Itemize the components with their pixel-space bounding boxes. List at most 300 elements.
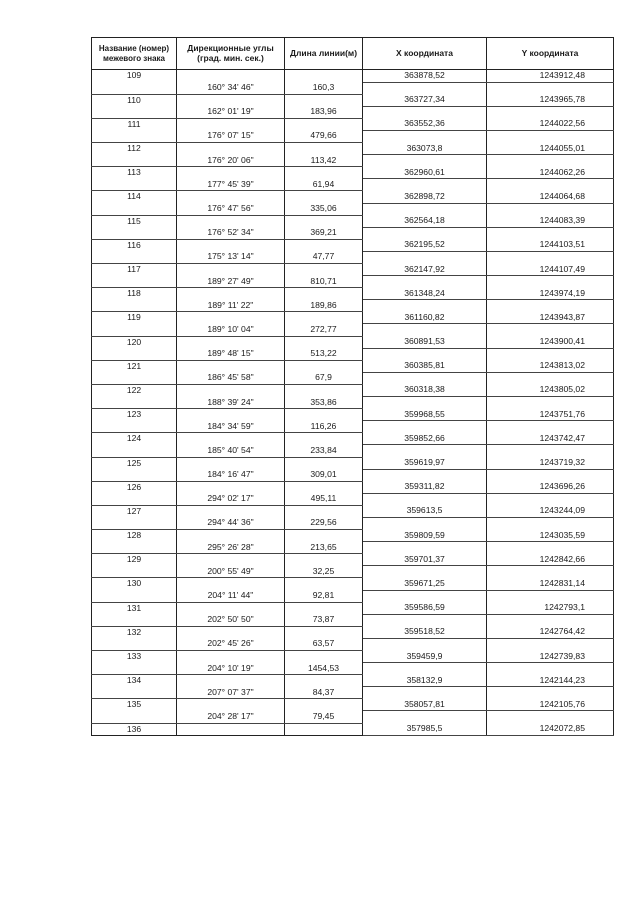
y-coordinate: 1242739,83 — [487, 651, 614, 663]
table-row-segment — [92, 82, 614, 94]
direction-angle: 162° 01' 19" — [177, 106, 285, 118]
length-cell — [285, 143, 363, 155]
line-length: 213,65 — [285, 542, 363, 554]
line-length: 189,86 — [285, 300, 363, 312]
direction-angle: 294° 02' 17" — [177, 493, 285, 505]
y-cell — [487, 445, 614, 457]
direction-angle: 204° 28' 17" — [177, 711, 285, 723]
table-row-point — [92, 360, 614, 372]
direction-angle: 176° 52' 34" — [177, 227, 285, 239]
length-cell — [285, 409, 363, 421]
y-coordinate: 1242793,1 — [487, 602, 614, 614]
table-header — [92, 38, 614, 70]
y-cell — [487, 203, 614, 215]
y-coordinate: 1243974,19 — [487, 288, 614, 300]
direction-angle: 160° 34' 46" — [177, 82, 285, 94]
y-coordinate: 1243035,59 — [487, 530, 614, 542]
angle-cell — [177, 360, 285, 372]
y-coordinate: 1243813,02 — [487, 360, 614, 372]
y-cell — [487, 130, 614, 142]
length-cell — [285, 215, 363, 227]
name-cell — [92, 203, 177, 215]
table-row-segment — [92, 590, 614, 602]
x-coordinate: 359852,66 — [363, 433, 487, 445]
table-row-segment — [92, 227, 614, 239]
name-cell — [92, 227, 177, 239]
point-name: 133 — [92, 651, 177, 663]
name-cell — [92, 251, 177, 263]
direction-angle: 175° 13' 14" — [177, 251, 285, 263]
point-name: 123 — [92, 409, 177, 421]
x-coordinate: 362564,18 — [363, 215, 487, 227]
line-length: 272,77 — [285, 324, 363, 336]
line-length: 1454,53 — [285, 663, 363, 675]
direction-angle: 176° 47' 56" — [177, 203, 285, 215]
table-row-segment — [92, 638, 614, 650]
name-cell — [92, 590, 177, 602]
point-name: 124 — [92, 433, 177, 445]
y-coordinate: 1244064,68 — [487, 191, 614, 203]
y-coordinate: 1242105,76 — [487, 699, 614, 711]
angle-cell — [177, 70, 285, 83]
line-length: 335,06 — [285, 203, 363, 215]
table-row-segment — [92, 663, 614, 675]
x-cell — [363, 348, 487, 360]
x-cell — [363, 251, 487, 263]
length-cell — [285, 360, 363, 372]
table-row-point — [92, 578, 614, 590]
direction-angle: 177° 45' 39" — [177, 179, 285, 191]
length-cell — [285, 723, 363, 736]
angle-cell — [177, 191, 285, 203]
name-cell — [92, 542, 177, 554]
line-length: 79,45 — [285, 711, 363, 723]
y-cell — [487, 251, 614, 263]
direction-angle: 188° 39' 24" — [177, 397, 285, 409]
y-cell — [487, 179, 614, 191]
angle-cell — [177, 675, 285, 687]
length-cell — [285, 264, 363, 276]
point-name: 129 — [92, 554, 177, 566]
point-name: 114 — [92, 191, 177, 203]
line-length: 116,26 — [285, 421, 363, 433]
y-cell — [487, 421, 614, 433]
point-name: 110 — [92, 94, 177, 106]
x-coordinate: 359613,5 — [363, 505, 487, 517]
length-cell — [285, 626, 363, 638]
length-cell — [285, 651, 363, 663]
angle-cell — [177, 336, 285, 348]
line-length: 183,96 — [285, 106, 363, 118]
angle-cell — [177, 699, 285, 711]
name-cell — [92, 687, 177, 699]
name-cell — [92, 82, 177, 94]
x-coordinate: 358057,81 — [363, 699, 487, 711]
table-row-segment — [92, 469, 614, 481]
x-cell — [363, 106, 487, 118]
y-coordinate: 1243912,48 — [487, 70, 614, 83]
y-coordinate: 1242144,23 — [487, 675, 614, 687]
direction-angle: 207° 07' 37" — [177, 687, 285, 699]
table-row-segment — [92, 179, 614, 191]
angle-cell — [177, 481, 285, 493]
length-cell — [285, 239, 363, 251]
y-cell — [487, 82, 614, 94]
direction-angle: 176° 07' 15" — [177, 130, 285, 142]
x-cell — [363, 227, 487, 239]
x-coordinate: 359311,82 — [363, 481, 487, 493]
y-coordinate: 1244083,39 — [487, 215, 614, 227]
angle-cell — [177, 312, 285, 324]
table-row-point — [92, 70, 614, 83]
table-row-segment — [92, 348, 614, 360]
point-name: 127 — [92, 505, 177, 517]
y-coordinate: 1243719,32 — [487, 457, 614, 469]
line-length: 32,25 — [285, 566, 363, 578]
x-cell — [363, 155, 487, 167]
angle-cell — [177, 505, 285, 517]
length-cell — [285, 384, 363, 396]
length-cell — [285, 530, 363, 542]
header-angles: Дирекционные углы (град. мин. сек.) — [177, 38, 285, 70]
angle-cell — [177, 433, 285, 445]
direction-angle: 202° 45' 26" — [177, 638, 285, 650]
name-cell — [92, 397, 177, 409]
y-cell — [487, 711, 614, 723]
line-length: 113,42 — [285, 155, 363, 167]
table-row-point — [92, 94, 614, 106]
point-name: 132 — [92, 626, 177, 638]
y-coordinate: 1243965,78 — [487, 94, 614, 106]
direction-angle: 294° 44' 36" — [177, 517, 285, 529]
length-cell — [285, 602, 363, 614]
line-length: 495,11 — [285, 493, 363, 505]
name-cell — [92, 421, 177, 433]
point-name: 113 — [92, 167, 177, 179]
y-coordinate: 1244062,26 — [487, 167, 614, 179]
table-row-point — [92, 336, 614, 348]
x-cell — [363, 711, 487, 723]
x-coordinate: 361160,82 — [363, 312, 487, 324]
line-length: 353,86 — [285, 397, 363, 409]
table-row-segment — [92, 106, 614, 118]
length-cell — [285, 70, 363, 83]
y-coordinate: 1243742,47 — [487, 433, 614, 445]
name-cell — [92, 445, 177, 457]
point-name: 119 — [92, 312, 177, 324]
x-cell — [363, 493, 487, 505]
direction-angle: 189° 48' 15" — [177, 348, 285, 360]
table-row-point — [92, 264, 614, 276]
table-row-segment — [92, 517, 614, 529]
point-name: 122 — [92, 384, 177, 396]
table-row-point — [92, 143, 614, 155]
x-cell — [363, 276, 487, 288]
angle-cell — [177, 215, 285, 227]
x-coordinate: 363552,36 — [363, 118, 487, 130]
name-cell — [92, 614, 177, 626]
angle-cell — [177, 578, 285, 590]
line-length: 63,57 — [285, 638, 363, 650]
table-row-segment — [92, 155, 614, 167]
y-cell — [487, 663, 614, 675]
table-row-segment — [92, 566, 614, 578]
y-cell — [487, 227, 614, 239]
table-row-point — [92, 626, 614, 638]
table-row-point — [92, 239, 614, 251]
table-row-segment — [92, 687, 614, 699]
x-cell — [363, 566, 487, 578]
angle-cell — [177, 554, 285, 566]
angle-cell — [177, 409, 285, 421]
name-cell — [92, 179, 177, 191]
x-coordinate: 359619,97 — [363, 457, 487, 469]
line-length: 92,81 — [285, 590, 363, 602]
table-row-segment — [92, 421, 614, 433]
table-row-segment — [92, 614, 614, 626]
coordinates-sheet — [91, 37, 613, 736]
y-cell — [487, 324, 614, 336]
x-cell — [363, 663, 487, 675]
header-name: Название (номер) межевого знака — [92, 38, 177, 70]
y-cell — [487, 638, 614, 650]
y-coordinate: 1243805,02 — [487, 384, 614, 396]
y-coordinate: 1244055,01 — [487, 143, 614, 155]
table-row-segment — [92, 300, 614, 312]
name-cell — [92, 324, 177, 336]
line-length: 47,77 — [285, 251, 363, 263]
name-cell — [92, 130, 177, 142]
point-name: 131 — [92, 602, 177, 614]
x-coordinate: 359701,37 — [363, 554, 487, 566]
point-name: 120 — [92, 336, 177, 348]
table-row-segment — [92, 251, 614, 263]
x-cell — [363, 300, 487, 312]
y-cell — [487, 590, 614, 602]
y-cell — [487, 469, 614, 481]
direction-angle: 189° 11' 22" — [177, 300, 285, 312]
point-name: 135 — [92, 699, 177, 711]
line-length: 369,21 — [285, 227, 363, 239]
x-cell — [363, 445, 487, 457]
name-cell — [92, 469, 177, 481]
line-length: 229,56 — [285, 517, 363, 529]
line-length: 513,22 — [285, 348, 363, 360]
point-name: 134 — [92, 675, 177, 687]
x-coordinate: 360318,38 — [363, 384, 487, 396]
x-coordinate: 359968,55 — [363, 409, 487, 421]
direction-angle: 202° 50' 50" — [177, 614, 285, 626]
x-coordinate: 361348,24 — [363, 288, 487, 300]
angle-cell — [177, 143, 285, 155]
length-cell — [285, 699, 363, 711]
point-name: 121 — [92, 360, 177, 372]
table-row-point — [92, 651, 614, 663]
x-coordinate: 360385,81 — [363, 360, 487, 372]
x-cell — [363, 82, 487, 94]
table-row-point — [92, 312, 614, 324]
name-cell — [92, 372, 177, 384]
line-length: 61,94 — [285, 179, 363, 191]
y-coordinate: 1243751,76 — [487, 409, 614, 421]
x-coordinate: 363878,52 — [363, 70, 487, 83]
x-coordinate: 359671,25 — [363, 578, 487, 590]
x-coordinate: 363727,34 — [363, 94, 487, 106]
y-cell — [487, 155, 614, 167]
name-cell — [92, 155, 177, 167]
length-cell — [285, 336, 363, 348]
x-cell — [363, 638, 487, 650]
y-coordinate: 1244022,56 — [487, 118, 614, 130]
x-cell — [363, 421, 487, 433]
angle-cell — [177, 651, 285, 663]
x-cell — [363, 590, 487, 602]
table-row-point — [92, 433, 614, 445]
table-row-point — [92, 505, 614, 517]
name-cell — [92, 276, 177, 288]
point-name: 125 — [92, 457, 177, 469]
table-row-segment — [92, 542, 614, 554]
y-coordinate: 1243696,26 — [487, 481, 614, 493]
y-coordinate: 1243244,09 — [487, 505, 614, 517]
x-cell — [363, 203, 487, 215]
x-cell — [363, 542, 487, 554]
name-cell — [92, 106, 177, 118]
table-row-point — [92, 191, 614, 203]
y-cell — [487, 687, 614, 699]
y-cell — [487, 614, 614, 626]
header-y: Y координата — [487, 38, 614, 70]
x-coordinate: 362147,92 — [363, 264, 487, 276]
x-coordinate: 359459,9 — [363, 651, 487, 663]
direction-angle: 189° 27' 49" — [177, 276, 285, 288]
y-cell — [487, 397, 614, 409]
x-cell — [363, 517, 487, 529]
x-coordinate: 363073,8 — [363, 143, 487, 155]
point-name: 136 — [92, 723, 177, 736]
y-cell — [487, 542, 614, 554]
table-row-point — [92, 288, 614, 300]
x-coordinate: 359586,59 — [363, 602, 487, 614]
angle-cell — [177, 288, 285, 300]
name-cell — [92, 638, 177, 650]
x-cell — [363, 324, 487, 336]
table-row-segment — [92, 324, 614, 336]
point-name: 109 — [92, 70, 177, 83]
point-name: 128 — [92, 530, 177, 542]
angle-cell — [177, 530, 285, 542]
x-coordinate: 359518,52 — [363, 626, 487, 638]
table-body — [92, 70, 614, 736]
direction-angle: 189° 10' 04" — [177, 324, 285, 336]
line-length: 233,84 — [285, 445, 363, 457]
table-row-segment — [92, 130, 614, 142]
x-coordinate: 362195,52 — [363, 239, 487, 251]
x-cell — [363, 614, 487, 626]
table-row-segment — [92, 445, 614, 457]
y-cell — [487, 566, 614, 578]
name-cell — [92, 348, 177, 360]
direction-angle: 176° 20' 06" — [177, 155, 285, 167]
table-row-point — [92, 699, 614, 711]
y-cell — [487, 276, 614, 288]
x-cell — [363, 469, 487, 481]
line-length: 479,66 — [285, 130, 363, 142]
angle-cell — [177, 94, 285, 106]
angle-cell — [177, 239, 285, 251]
line-length: 67,9 — [285, 372, 363, 384]
angle-cell — [177, 626, 285, 638]
y-cell — [487, 372, 614, 384]
x-coordinate: 362898,72 — [363, 191, 487, 203]
direction-angle: 200° 55' 49" — [177, 566, 285, 578]
y-coordinate: 1242072,85 — [487, 723, 614, 736]
x-coordinate: 362960,61 — [363, 167, 487, 179]
table-row-point — [92, 481, 614, 493]
point-name: 118 — [92, 288, 177, 300]
table-row-point — [92, 457, 614, 469]
x-coordinate: 359809,59 — [363, 530, 487, 542]
x-coordinate: 358132,9 — [363, 675, 487, 687]
table-row-point — [92, 675, 614, 687]
x-cell — [363, 130, 487, 142]
x-cell — [363, 179, 487, 191]
point-name: 130 — [92, 578, 177, 590]
name-cell — [92, 517, 177, 529]
angle-cell — [177, 602, 285, 614]
table-row-point — [92, 723, 614, 736]
table-row-segment — [92, 711, 614, 723]
length-cell — [285, 94, 363, 106]
point-name: 111 — [92, 118, 177, 130]
point-name: 126 — [92, 481, 177, 493]
name-cell — [92, 663, 177, 675]
point-name: 116 — [92, 239, 177, 251]
length-cell — [285, 505, 363, 517]
y-cell — [487, 517, 614, 529]
length-cell — [285, 457, 363, 469]
line-length: 73,87 — [285, 614, 363, 626]
table-row-point — [92, 215, 614, 227]
point-name: 112 — [92, 143, 177, 155]
table-row-segment — [92, 276, 614, 288]
length-cell — [285, 118, 363, 130]
table-row-point — [92, 602, 614, 614]
y-cell — [487, 300, 614, 312]
point-name: 115 — [92, 215, 177, 227]
header-length: Длина линии(м) — [285, 38, 363, 70]
x-cell — [363, 687, 487, 699]
header-x: X координата — [363, 38, 487, 70]
y-coordinate: 1243943,87 — [487, 312, 614, 324]
table-row-segment — [92, 372, 614, 384]
point-name: 117 — [92, 264, 177, 276]
table-row-point — [92, 409, 614, 421]
length-cell — [285, 675, 363, 687]
table-row-segment — [92, 493, 614, 505]
line-length: 309,01 — [285, 469, 363, 481]
angle-cell — [177, 723, 285, 736]
x-cell — [363, 397, 487, 409]
y-cell — [487, 106, 614, 118]
angle-cell — [177, 118, 285, 130]
table-row-segment — [92, 397, 614, 409]
line-length: 84,37 — [285, 687, 363, 699]
length-cell — [285, 578, 363, 590]
y-cell — [487, 348, 614, 360]
table-row-point — [92, 167, 614, 179]
name-cell — [92, 493, 177, 505]
